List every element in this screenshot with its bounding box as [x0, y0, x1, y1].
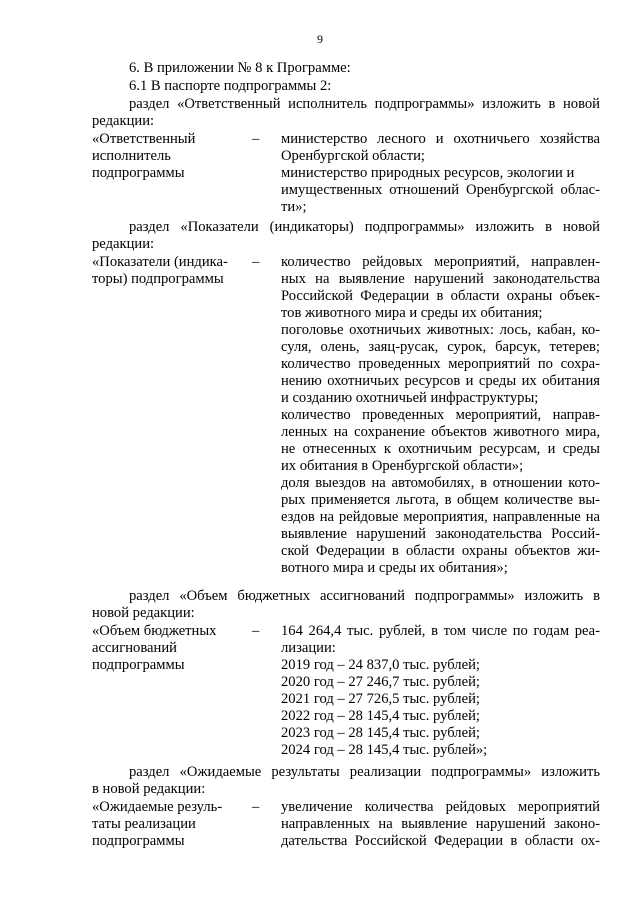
right-line: не отнесенных к охотничьим ресурсам, и среды	[281, 441, 600, 457]
right-line: 2024 год – 28 145,4 тыс. рублей»;	[281, 742, 488, 758]
right-line: 2021 год – 27 726,5 тыс. рублей;	[281, 691, 480, 707]
right-line: увеличение количества рейдовых мероприятий	[281, 799, 600, 815]
right-line: рых применяется льгота, в общем количестве вы-	[281, 492, 600, 508]
left-line: «Объем бюджетных	[92, 623, 217, 639]
right-line: тов животного мира и среды их обитания;	[281, 305, 543, 321]
section4-left-label	[92, 799, 242, 850]
section3-intro-cont: новой редакции:	[92, 605, 195, 621]
section4-dash: –	[252, 799, 260, 815]
left-line: «Ответственный	[92, 131, 196, 147]
right-line: министерство лесного и охотничьего хозяйства	[281, 131, 600, 147]
right-line: лизации:	[281, 640, 336, 656]
right-line: 2019 год – 24 837,0 тыс. рублей;	[281, 657, 480, 673]
right-line: дательства Российской Федерации в области ох-	[281, 833, 600, 849]
left-line: подпрограммы	[92, 165, 185, 181]
right-line: 2022 год – 28 145,4 тыс. рублей;	[281, 708, 480, 724]
right-line: ных на выявление нарушений законодательства	[281, 271, 600, 287]
right-line: доля выездов на автомобилях, в отношении кото-	[281, 475, 600, 491]
page-number: 9	[317, 32, 323, 46]
right-line: Российской Федерации в области охраны объек-	[281, 288, 600, 304]
section1-dash: –	[252, 131, 260, 147]
left-line: ассигнований	[92, 640, 177, 656]
section2-right-text	[281, 254, 600, 577]
section4-intro: раздел «Ожидаемые результаты реализации подпрограммы» изложить	[129, 764, 600, 780]
left-line: подпрограммы	[92, 657, 185, 673]
right-line: нению охотничьих ресурсов и среды их обитания	[281, 373, 600, 389]
right-line: Оренбургской области;	[281, 148, 425, 164]
section1-intro-cont: редакции:	[92, 113, 155, 129]
section3-left-label	[92, 623, 242, 674]
right-line: количество проведенных мероприятий по сохра-	[281, 356, 600, 372]
right-line: 164 264,4 тыс. рублей, в том числе по годам реа-	[281, 623, 600, 639]
right-line: суля, олень, заяц-русак, сурок, барсук, тетерев;	[281, 339, 600, 355]
section2-intro: раздел «Показатели (индикаторы) подпрограммы» изложить в новой	[129, 219, 600, 235]
right-line: ти»;	[281, 199, 307, 215]
right-line: количество проведенных мероприятий, направ-	[281, 407, 600, 423]
section1-left-label	[92, 131, 242, 182]
left-line: торы) подпрограммы	[92, 271, 224, 287]
section3-intro: раздел «Объем бюджетных ассигнований подпрограммы» изложить в	[129, 588, 600, 604]
right-line: количество рейдовых мероприятий, направлен-	[281, 254, 600, 270]
right-line: и созданию охотничьей инфраструктуры;	[281, 390, 539, 406]
right-line: ленных на сохранение объектов животного мира,	[281, 424, 600, 440]
left-line: таты реализации	[92, 816, 196, 832]
section3-right-text	[281, 623, 600, 759]
left-line: «Показатели (индика-	[92, 254, 228, 270]
section4-right-text	[281, 799, 600, 850]
right-line: поголовье охотничьих животных: лось, кабан, ко-	[281, 322, 600, 338]
right-line: министерство природных ресурсов, экологии и	[281, 165, 575, 181]
section2-intro-cont: редакции:	[92, 236, 155, 252]
item-6-1-heading: 6.1 В паспорте подпрограммы 2:	[129, 78, 332, 94]
right-line: имущественных отношений Оренбургской облас-	[281, 182, 600, 198]
section1-intro: раздел «Ответственный исполнитель подпрограммы» изложить в новой	[129, 96, 600, 112]
right-line: 2020 год – 27 246,7 тыс. рублей;	[281, 674, 480, 690]
left-line: «Ожидаемые резуль-	[92, 799, 223, 815]
section2-left-label	[92, 254, 242, 288]
right-line: ездов на рейдовые мероприятия, направленные на	[281, 509, 600, 525]
left-line: подпрограммы	[92, 833, 185, 849]
right-line: 2023 год – 28 145,4 тыс. рублей;	[281, 725, 480, 741]
section1-right-text	[281, 131, 600, 216]
right-line: направленных на выявление нарушений законо-	[281, 816, 600, 832]
section3-dash: –	[252, 623, 260, 639]
right-line: выявление нарушений законодательства Россий-	[281, 526, 600, 542]
right-line: их обитания в Оренбургской области»;	[281, 458, 524, 474]
left-line: исполнитель	[92, 148, 171, 164]
section4-intro-cont: в новой редакции:	[92, 781, 206, 797]
section2-dash: –	[252, 254, 260, 270]
right-line: ской Федерации в области охраны объектов жи-	[281, 543, 600, 559]
item-6-heading: 6. В приложении № 8 к Программе:	[129, 60, 351, 76]
right-line: вотного мира и среды их обитания»;	[281, 560, 508, 576]
